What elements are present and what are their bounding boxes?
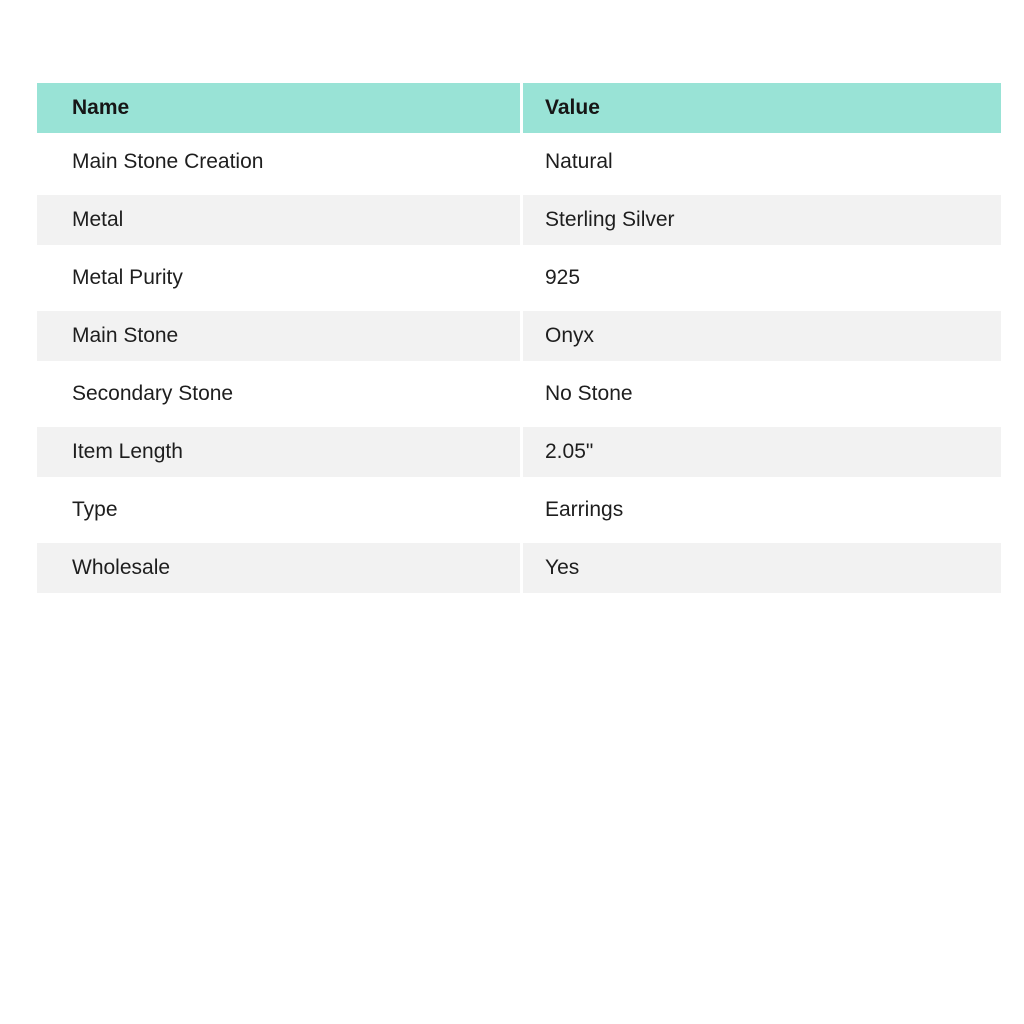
attribute-value: Yes [545,556,580,579]
table-row [37,365,1001,423]
value-column-header [523,83,1001,133]
attribute-name: Secondary Stone [72,382,234,405]
attribute-name: Metal Purity [72,266,183,289]
attribute-value: 2.05" [545,440,594,463]
attribute-name: Type [72,498,118,521]
table-row [37,481,1001,539]
attribute-value: Earrings [545,498,624,521]
attribute-name: Main Stone Creation [72,150,264,173]
name-column-header [37,83,523,133]
table-body [37,133,1001,597]
attribute-value: Natural [545,150,613,173]
name-cell [37,481,523,539]
value-cell [523,249,1001,307]
value-cell [523,311,1001,361]
name-cell [37,249,523,307]
value-cell [523,133,1001,191]
table-row [37,307,1001,365]
attribute-name: Metal [72,208,124,231]
header-row [37,83,1001,133]
value-cell [523,365,1001,423]
attribute-value: 925 [545,266,581,289]
name-cell [37,133,523,191]
table-row [37,539,1001,597]
name-cell [37,427,523,477]
attribute-name: Item Length [72,440,183,463]
name-cell [37,365,523,423]
table-row [37,133,1001,191]
attribute-value: Sterling Silver [545,208,675,231]
attribute-value: Onyx [545,324,595,347]
attribute-name: Wholesale [72,556,171,579]
name-cell [37,311,523,361]
value-cell [523,195,1001,245]
item-specifics-table [37,83,1001,597]
value-cell [523,481,1001,539]
value-column-header-label: Value [545,96,600,119]
table-row [37,249,1001,307]
value-cell [523,543,1001,593]
attribute-name: Main Stone [72,324,179,347]
attribute-value: No Stone [545,382,633,405]
name-cell [37,195,523,245]
value-cell [523,427,1001,477]
name-column-header-label: Name [72,96,130,119]
table-row [37,423,1001,481]
table-row [37,191,1001,249]
name-cell [37,543,523,593]
